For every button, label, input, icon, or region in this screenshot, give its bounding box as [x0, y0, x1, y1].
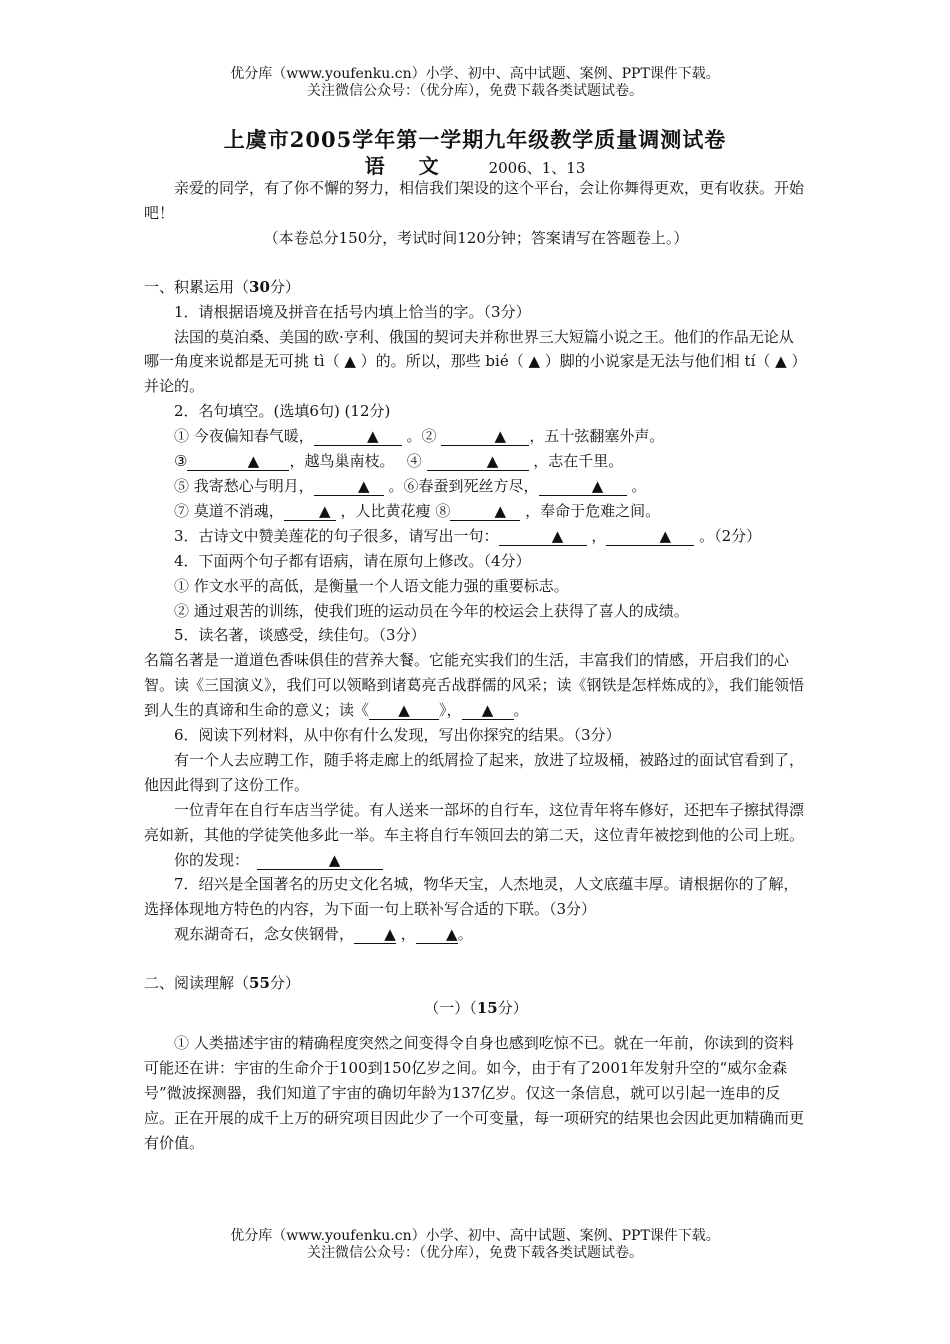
q6-prompt: 6．阅读下列材料，从中你有什么发现，写出你探究的结果。（3分） [174, 726, 621, 745]
q1-prompt: 1．请根据语境及拼音在括号内填上恰当的字。（3分） [174, 302, 531, 321]
intro-text: 亲爱的同学，有了你不懈的努力，相信我们架设的这个平台，会让你舞得更欢，更有收获。开始吧！ [144, 179, 805, 222]
passage-1-heading: （一）（15分） [424, 999, 528, 1018]
footer-line-1: 优分库（www.youfenku.cn）小学、初中、高中试题、案例、PPT课件下载。 [230, 1228, 720, 1244]
answer-blank[interactable]: ▲ [314, 427, 402, 446]
q5-prompt: 5．读名著，谈感受，续佳句。（3分） [174, 626, 426, 645]
page-footer [0, 1228, 950, 1262]
answer-blank[interactable]: ▲ [539, 477, 627, 496]
q4-sentence-2: ② 通过艰苦的训练，使我们班的运动员在今年的校运会上获得了喜人的成绩。 [174, 601, 689, 620]
answer-blank[interactable]: ▲ [499, 527, 587, 546]
answer-blank[interactable]: ▲ [427, 452, 529, 471]
q4-sentence-1: ① 作文水平的高低，是衡量一个人语文能力强的重要标志。 [174, 576, 569, 595]
subject-line [0, 150, 950, 179]
answer-blank[interactable]: ▲ [441, 427, 529, 446]
answer-blank[interactable]: ▲ [284, 502, 336, 521]
section-1-heading: 一、积累运用（30分） [144, 277, 300, 296]
section-2-heading: 二、阅读理解（55分） [144, 974, 300, 993]
q1-text: 法国的莫泊桑、美国的欧·亨利、俄国的契诃夫并称世界三大短篇小说之王。他们的作品无论从哪一角度来说都是无可挑 tì（ ▲ ）的。所以，那些 bié（ ▲ ）脚的小说家是无法与他们相 tí（ ▲ ）并论的。 [144, 327, 807, 396]
q7-couplet: 观东湖奇石，念女侠钢骨， ▲ ， ▲。 [174, 925, 473, 944]
exam-title: 上虞市2005学年第一学期九年级教学质量调测试卷 [223, 127, 727, 152]
header-line-1: 优分库（www.youfenku.cn）小学、初中、高中试题、案例、PPT课件下载。 [230, 66, 720, 82]
answer-blank[interactable]: ▲ [187, 452, 289, 471]
q2-line-4: ⑦ 莫道不消魂， ▲ ，人比黄花瘦 ⑧ ▲ ，奉命于危难之间。 [174, 501, 661, 520]
q2-prompt: 2．名句填空。(选填6句) (12分) [174, 402, 391, 421]
exam-body [144, 176, 808, 1156]
answer-blank[interactable]: ▲ [257, 851, 383, 870]
q2-line-1: ① 今夜偏知春气暖， ▲ 。② ▲ ，五十弦翻塞外声。 [174, 427, 665, 446]
q6-material-2: 一位青年在自行车店当学徒。有人送来一部坏的自行车，这位青年将车修好，还把车子擦拭得漂亮如新，其他的学徒笑他多此一举。车主将自行车领回去的第二天，这位青年被挖到他的公司上班。 [144, 800, 805, 844]
passage-paragraph-1: ① 人类描述宇宙的精确程度突然之间变得令自身也感到吃惊不已。就在一年前，你读到的资料可能还在讲：宇宙的生命介于100到150亿岁之间。如今，由于有了2001年发射升空的“威尔金森号”微波探测器，我们知道了宇宙的确切年龄为137亿岁。仅这一条信息，就可以引起一连串的反应。正在开展的成千上万的研究项目因此少了一个可变量，每一项研究的结果也会因此更加精确而更有价值。 [144, 1034, 805, 1152]
exam-date: 2006、1、13 [488, 159, 586, 177]
answer-blank[interactable]: ▲ [416, 925, 458, 944]
q2-line-2: ③ ▲ ，越鸟巢南枝。 ④ ▲ ，志在千里。 [174, 452, 624, 471]
q3-text: 3．古诗文中赞美莲花的句子很多，请写出一句： ▲ ， ▲ 。（2分） [174, 526, 762, 545]
q7-prompt: 7．绍兴是全国著名的历史文化名城，物华天宝，人杰地灵，人文底蕴丰厚。请根据你的了解，选择体现地方特色的内容，为下面一句上联补写合适的下联。（3分） [144, 875, 799, 919]
footer-line-2: 关注微信公众号：（优分库），免费下载各类试题试卷。 [307, 1245, 643, 1261]
answer-blank[interactable]: ▲ [462, 701, 514, 720]
answer-blank[interactable]: ▲ [606, 527, 694, 546]
q6-material-1: 有一个人去应聘工作，随手将走廊上的纸屑捡了起来，放进了垃圾桶，被路过的面试官看到了，他因此得到了这份工作。 [144, 750, 805, 794]
answer-blank[interactable]: ▲ [354, 925, 396, 944]
answer-blank[interactable]: ▲ [314, 477, 384, 496]
answer-blank[interactable]: ▲ [369, 701, 439, 720]
page-header [0, 66, 950, 100]
q6-answer: 你的发现： ▲ [144, 848, 808, 873]
answer-blank[interactable]: ▲ [450, 502, 520, 521]
subject-name: 语文 [364, 154, 473, 178]
q5-text: 名篇名著是一道道色香味俱佳的营养大餐。它能充实我们的生活，丰富我们的情感，开启我们的心智。读《三国演义》，我们可以领略到诸葛亮舌战群儒的风采；读《钢铁是怎样炼成的》，我们能领悟到人生的真谛和生命的意义；读《 ▲ 》， ▲ 。 [144, 651, 805, 720]
header-line-2: 关注微信公众号：（优分库），免费下载各类试题试卷。 [307, 83, 643, 99]
exam-note: （本卷总分150分，考试时间120分钟；答案请写在答题卷上。） [263, 228, 689, 247]
q2-line-3: ⑤ 我寄愁心与明月， ▲ 。⑥春蚕到死丝方尽， ▲ 。 [174, 476, 647, 495]
q4-prompt: 4．下面两个句子都有语病，请在原句上修改。（4分） [174, 551, 531, 570]
